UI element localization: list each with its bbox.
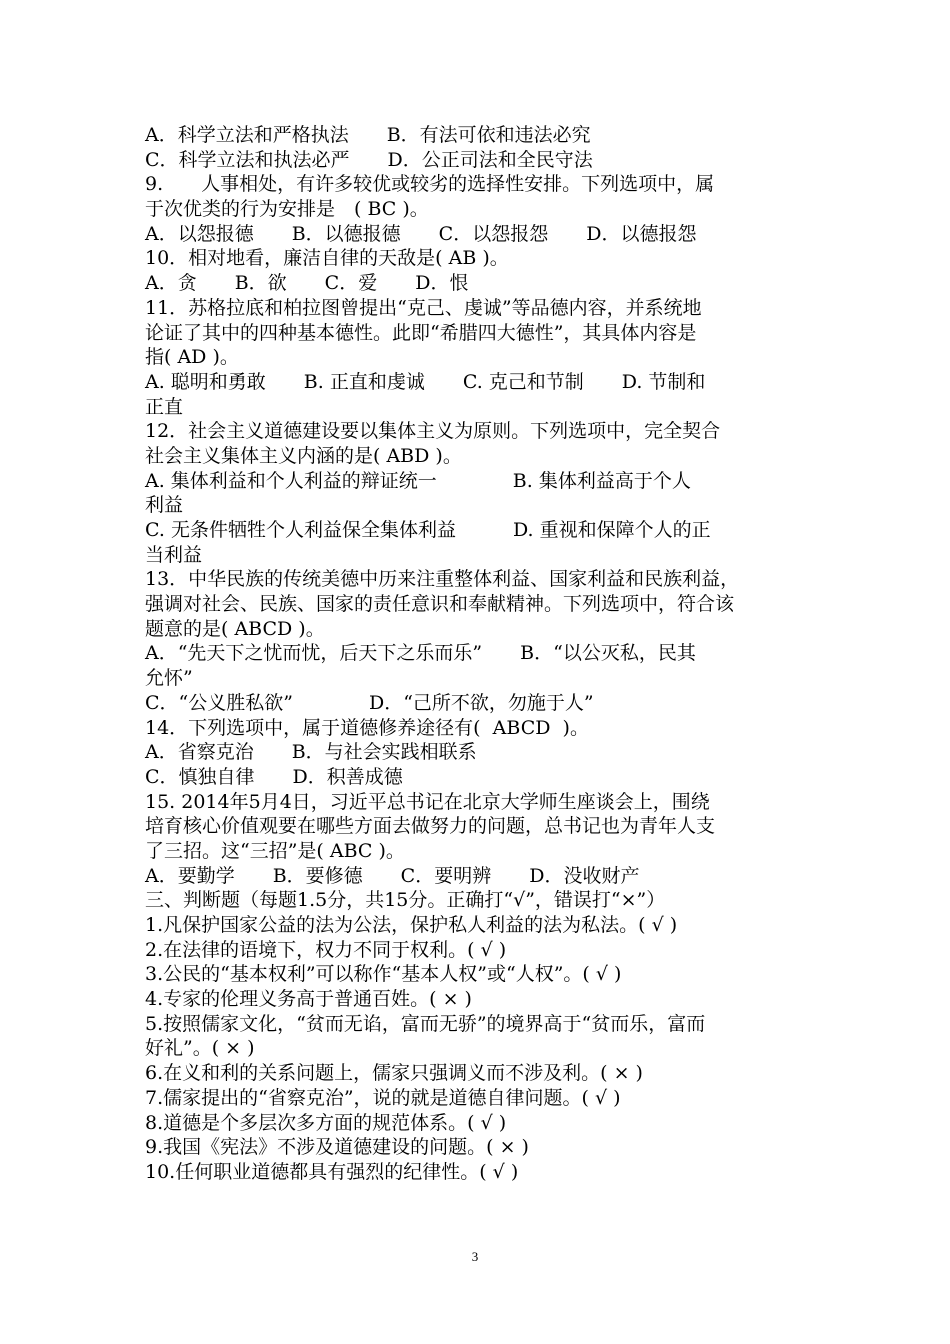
question-line: 9. 人事相处，有许多较优或较劣的选择性安排。下列选项中，属: [145, 173, 715, 196]
options-line: A. 集体利益和个人利益的辩证统一 B. 集体利益高于个人: [145, 469, 691, 492]
section-heading: 三、判断题（每题1.5分，共15分。正确打“√”，错误打“×”）: [145, 889, 666, 912]
text-line: 培育核心价值观要在哪些方面去做努力的问题，总书记也为青年人支: [145, 815, 716, 838]
options-line: A．省察克治 B．与社会实践相联系: [145, 741, 477, 764]
options-line: C. 无条件牺牲个人利益保全集体利益 D. 重视和保障个人的正: [145, 519, 711, 541]
question-line: 13．中华民族的传统美德中历来注重整体利益、国家利益和民族利益，: [145, 568, 740, 591]
options-line: A．以怨报德 B．以德报德 C．以怨报怨 D．以德报怨: [145, 222, 697, 245]
text-line: 当利益: [145, 543, 203, 566]
question-line: 14．下列选项中，属于道德修养途径有( ABCD )。: [145, 716, 589, 739]
judgment-item: 6.在义和利的关系问题上，儒家只强调义而不涉及利。( × ): [145, 1062, 643, 1085]
text-line: A．科学立法和严格执法 B．有法可依和违法必究: [145, 124, 591, 146]
question-line: 11．苏格拉底和柏拉图曾提出“克己、虔诚”等品德内容，并系统地: [145, 296, 702, 319]
judgment-item: 4.专家的伦理义务高于普通百姓。( × ): [145, 988, 472, 1011]
judgment-item: 5.按照儒家文化，“贫而无谄，富而无骄”的境界高于“贫而乐，富而: [145, 1012, 706, 1035]
text-line: 了三招。这“三招”是( ABC )。: [145, 839, 405, 862]
text-line: 社会主义集体主义内涵的是( ABD )。: [145, 444, 462, 467]
text-line: 好礼”。( × ): [145, 1037, 255, 1060]
text-line: 允怀”: [145, 667, 193, 690]
judgment-item: 10.任何职业道德都具有强烈的纪律性。( √ ): [145, 1160, 519, 1183]
text-line: 题意的是( ABCD )。: [145, 617, 325, 640]
question-line: 12．社会主义道德建设要以集体主义为原则。下列选项中，完全契合: [145, 420, 721, 443]
judgment-item: 7.儒家提出的“省察克治”，说的就是道德自律问题。( √ ): [145, 1086, 621, 1109]
text-line: 于次优类的行为安排是 ( BC )。: [145, 198, 429, 221]
judgment-item: 2.在法律的语境下，权力不同于权利。( √ ): [145, 938, 507, 961]
text-line: 指( AD )。: [145, 346, 239, 369]
judgment-item: 1.凡保护国家公益的法为公法，保护私人利益的法为私法。( √ ): [145, 914, 678, 936]
text-line: C．科学立法和执法必严 D．公正司法和全民守法: [145, 148, 593, 171]
judgment-item: 9.我国《宪法》不涉及道德建设的问题。( × ): [145, 1136, 529, 1159]
judgment-item: 8.道德是个多层次多方面的规范体系。( √ ): [145, 1111, 507, 1134]
options-line: A．贪 B．欲 C．爱 D．恨: [145, 272, 469, 295]
text-line: 利益: [145, 494, 184, 517]
options-line: A. 聪明和勇敢 B. 正直和虔诚 C. 克己和节制 D. 节制和: [145, 370, 706, 393]
judgment-item: 3.公民的“基本权利”可以称作“基本人权”或“人权”。( √ ): [145, 963, 622, 986]
question-line: 15. 2014年5月4日，习近平总书记在北京大学师生座谈会上，围绕: [145, 790, 710, 813]
page-number: 3: [471, 1249, 479, 1264]
text-line: 论证了其中的四种基本德性。此即“希腊四大德性”，其具体内容是: [145, 321, 697, 344]
text-line: 正直: [145, 395, 184, 418]
options-line: C．慎独自律 D．积善成德: [145, 765, 403, 788]
options-line: C．“公义胜私欲” D．“己所不欲，勿施于人”: [145, 691, 594, 714]
text-line: 强调对社会、民族、国家的责任意识和奉献精神。下列选项中，符合该: [145, 593, 735, 616]
options-line: A．要勤学 B．要修德 C．要明辨 D．没收财产: [145, 864, 640, 887]
options-line: A．“先天下之忧而忧，后天下之乐而乐” B．“以公灭私，民其: [145, 642, 696, 665]
document-body: [145, 123, 817, 1185]
question-line: 10．相对地看，廉洁自律的天敌是( AB )。: [145, 247, 509, 270]
